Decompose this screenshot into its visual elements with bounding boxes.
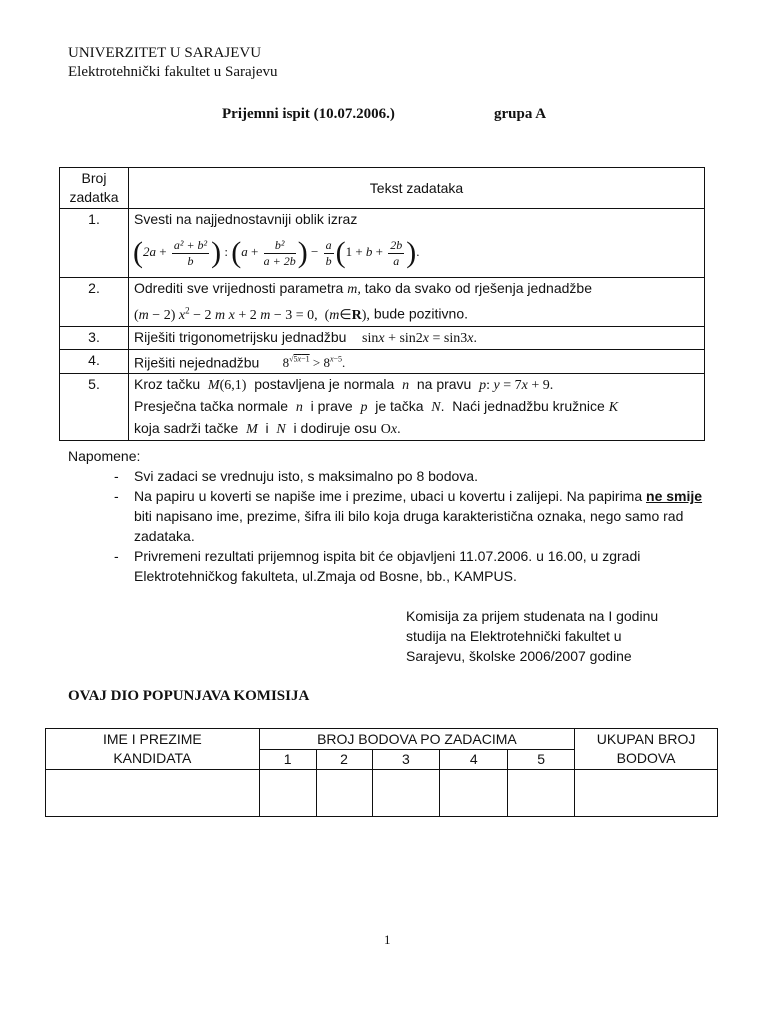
exam-title: Prijemni ispit (10.07.2006.) bbox=[222, 106, 395, 122]
total-header: UKUPAN BROJ BODOVA bbox=[575, 729, 718, 770]
tasks-table-header bbox=[60, 168, 705, 209]
candidate-name-cell bbox=[46, 770, 260, 817]
exam-group: grupa A bbox=[494, 106, 547, 122]
faculty-name: Elektrotehnički fakultet u Sarajevu bbox=[68, 64, 278, 80]
col-text-header: Tekst zadataka bbox=[129, 168, 705, 209]
task-text: Svesti na najjednostavniji oblik izraz (2a + $\frac{\text{a² + b²}}{b}$ ) : (a + $\frac{\text{b²}}{a + 2b}$ ) − $\frac{a}{b}$ (1 + b + $\frac{2b}{a}$ ). bbox=[129, 209, 705, 278]
emphasis-text: ne smije bbox=[646, 488, 703, 504]
score-cell bbox=[508, 770, 575, 817]
points-header: BROJ BODOVA PO ZADACIMA bbox=[259, 729, 574, 750]
task-text: Kroz tačku M(6,1) postavljena je normala n na pravu p: y = 7x + 9. Presječna tačka normale n i prave p je tačka N. Naći jednadžbu kružnice K koja sadrži tačke M i N i dodiruje osu Ox. bbox=[129, 373, 705, 440]
task-row bbox=[60, 278, 705, 327]
task-text: Odrediti sve vrijednosti parametra m, tako da svako od rješenja jednadžbe (m − 2) $x^2 - 2$ m x + 2 m − 3 = 0, (m∈R), bude pozitivno. bbox=[129, 278, 705, 327]
committee-signature: Komisija za prijem studenata na I godinu studija na Elektrotehnički fakultet u Sarajevu, školske 2006/2007 godine bbox=[406, 608, 659, 664]
col-num-header: Broj zadatka bbox=[60, 168, 129, 209]
score-header-row bbox=[46, 729, 718, 750]
task-col-4: 4 bbox=[440, 750, 508, 770]
task-row bbox=[60, 373, 705, 440]
tasks-table bbox=[59, 167, 705, 441]
list-item: - Na papiru u koverti se napiše ime i prezime, ubaci u kovertu i zalijepi. Na papirima ne smije biti napisano ime, prezime, šifra ili bilo koja druga karakteristična oznaka, nego samo rad zadataka. bbox=[114, 488, 703, 544]
list-item: - Svi zadaci se vrednuju isto, s maksimalno po 8 bodova. bbox=[114, 468, 478, 484]
candidate-name-header: IME I PREZIME KANDIDATA bbox=[46, 729, 260, 770]
task-col-3: 3 bbox=[372, 750, 440, 770]
notes-heading: Napomene: bbox=[68, 448, 141, 464]
notes-list bbox=[68, 466, 708, 586]
task-text: Riješiti trigonometrijsku jednadžbu sinx + sin2x = sin3x. bbox=[129, 326, 705, 349]
document-header bbox=[68, 44, 278, 82]
task2-equation: (m − 2) $x^2 - 2$ m x + 2 m − 3 = 0, (m∈R), bbox=[134, 305, 370, 323]
task1-expression: (2a + $\frac{\text{a² + b²}}{b}$ ) : (a + $\frac{\text{b²}}{a + 2b}$ ) − $\frac{a}{b}$ (1 + b + $\frac{2b}{a}$ ). bbox=[133, 236, 420, 270]
task-col-1: 1 bbox=[259, 750, 316, 770]
notes-section bbox=[68, 446, 708, 586]
list-item: - Privremeni rezultati prijemnog ispita bit će objavljeni 11.07.2006. u 16.00, u zgradi Elektrotehničkog fakulteta, ul.Zmaja od Bosne, bb., KAMPUS. bbox=[114, 548, 641, 584]
task4-inequality: $8^{√5x-1} > 8^{x-5}$. bbox=[282, 354, 346, 370]
section-title: OVAJ DIO POPUNJAVA KOMISIJA bbox=[68, 688, 310, 704]
task-col-5: 5 bbox=[508, 750, 575, 770]
task-col-2: 2 bbox=[316, 750, 372, 770]
task-row bbox=[60, 326, 705, 349]
task-number: 1. bbox=[60, 209, 129, 278]
task-number: 2. bbox=[60, 278, 129, 327]
score-cell bbox=[316, 770, 372, 817]
task-text: Riješiti nejednadžbu $8^{√5x-1} > 8^{x-5}$. bbox=[129, 349, 705, 373]
task-row bbox=[60, 209, 705, 278]
page-number: 1 bbox=[384, 932, 391, 947]
task-row bbox=[60, 349, 705, 373]
task-number: 3. bbox=[60, 326, 129, 349]
task-number: 4. bbox=[60, 349, 129, 373]
task-number: 5. bbox=[60, 373, 129, 440]
score-cell bbox=[372, 770, 440, 817]
score-entry-row bbox=[46, 770, 718, 817]
score-cell bbox=[259, 770, 316, 817]
total-cell bbox=[575, 770, 718, 817]
university-name: UNIVERZITET U SARAJEVU bbox=[68, 45, 262, 61]
task3-equation: sinx + sin2x = sin3x. bbox=[362, 330, 477, 346]
score-cell bbox=[440, 770, 508, 817]
score-table bbox=[45, 728, 718, 817]
